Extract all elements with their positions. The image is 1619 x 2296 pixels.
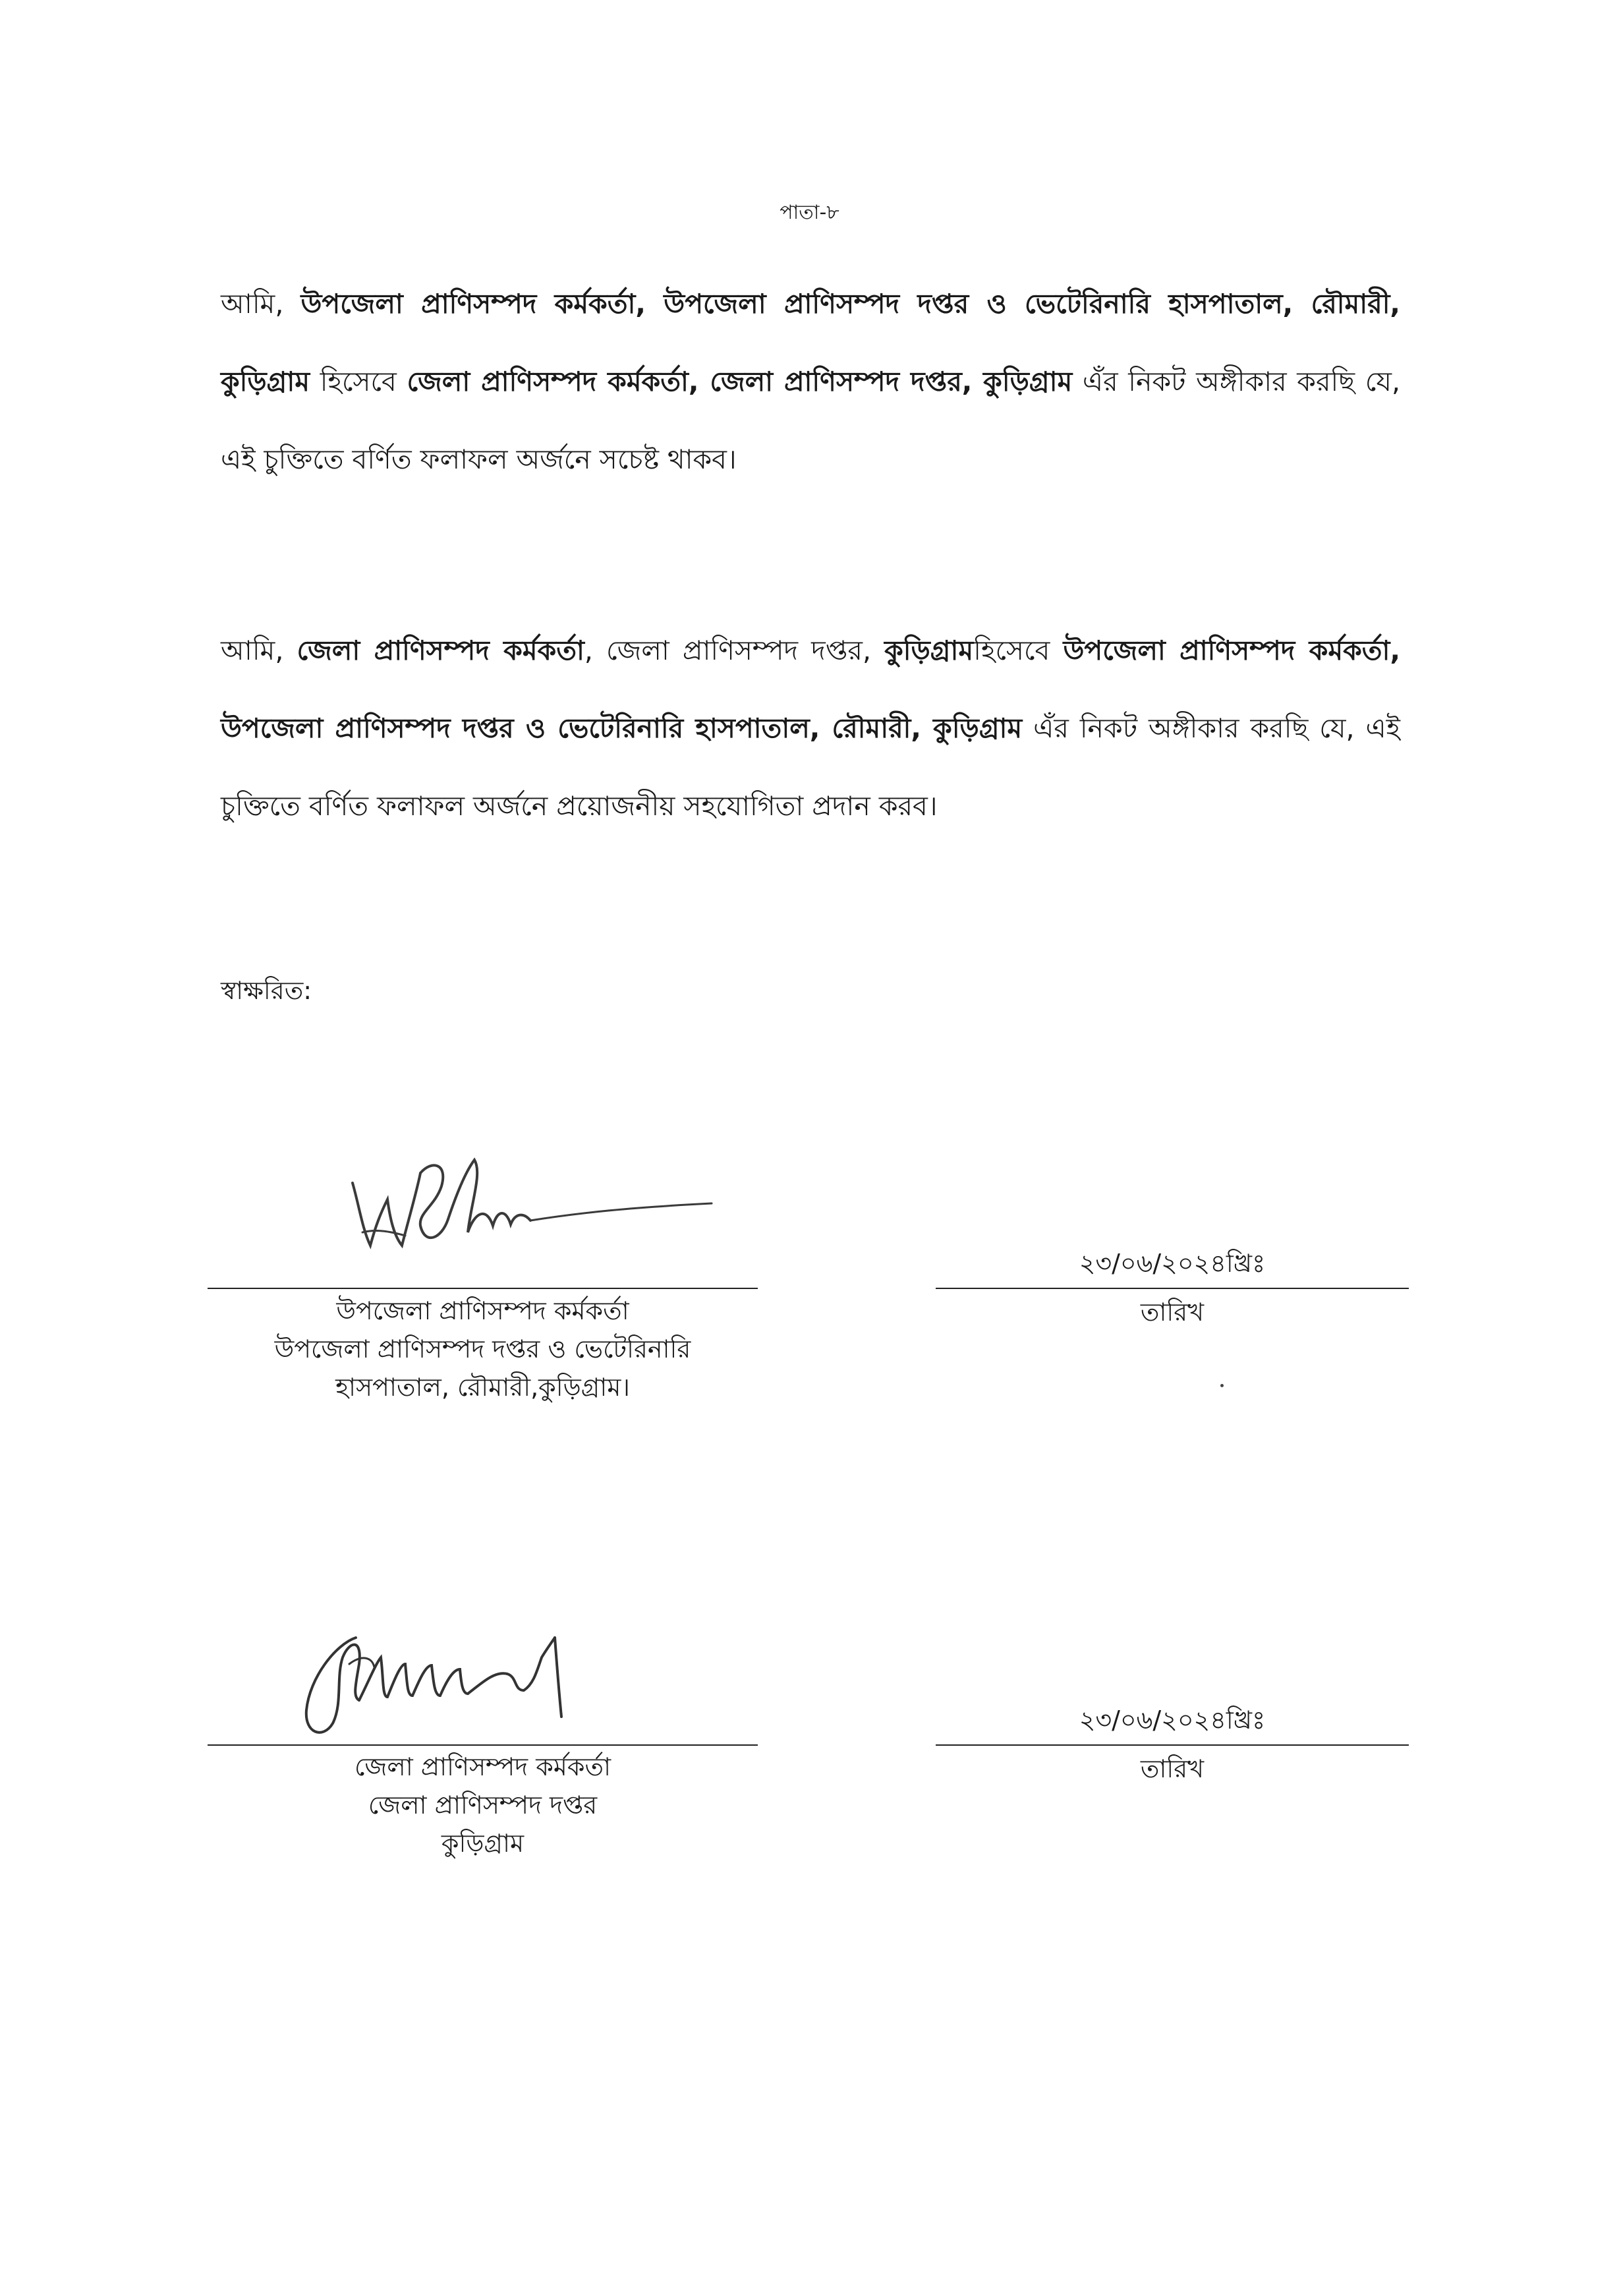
signatory-location: হাসপাতাল, রৌমারী,কুড়িগ্রাম। xyxy=(335,1373,630,1402)
signature-line-district xyxy=(208,1744,758,1746)
signed-label: স্বাক্ষরিত: xyxy=(221,976,312,1005)
bold-text-run: উপজেলা প্রাণিসম্পদ কর্মকর্তা, উপজেলা প্রাণিসম্পদ দপ্তর ও ভেটেরিনারি হাসপাতাল, রৌমারী, কুড়িগ্রাম xyxy=(221,635,1401,744)
signature-upazila-officer xyxy=(343,1147,718,1259)
date-value-upazila: ২৩/০৬/২০২৪খ্রিঃ xyxy=(1079,1249,1266,1278)
date-line-upazila xyxy=(936,1288,1409,1289)
text-run: এঁর নিকট অঙ্গীকার করছি যে, এই চুক্তিতে বর্ণিত ফলাফল অর্জনে প্রয়োজনীয় সহযোগিতা প্রদান করব। xyxy=(221,712,1400,822)
date-value-district: ২৩/০৬/২০২৪খ্রিঃ xyxy=(1079,1706,1266,1735)
signatory-title: জেলা প্রাণিসম্পদ কর্মকর্তা xyxy=(354,1752,611,1781)
text-run: এঁর নিকট অঙ্গীকার করছি যে, এই চুক্তিতে বর্ণিত ফলাফল অর্জনে সচেষ্ট থাকব। xyxy=(221,366,1401,475)
date-label-upazila: তারিখ xyxy=(1140,1298,1205,1327)
signatory-office: উপজেলা প্রাণিসম্পদ দপ্তর ও ভেটেরিনারি xyxy=(274,1335,691,1363)
bold-text-run: জেলা প্রাণিসম্পদ কর্মকর্তা xyxy=(297,635,584,666)
text-run: হিসেবে xyxy=(310,366,407,397)
text-run: , জেলা প্রাণিসম্পদ দপ্তর, xyxy=(584,635,885,666)
signatory-office: জেলা প্রাণিসম্পদ দপ্তর xyxy=(368,1791,598,1820)
bold-text-run: জেলা প্রাণিসম্পদ কর্মকর্তা, জেলা প্রাণিসম্পদ দপ্তর, কুড়িগ্রাম xyxy=(407,366,1073,397)
page-number: পাতা-৮ xyxy=(780,201,839,224)
bold-text-run: কুড়িগ্রাম xyxy=(884,635,974,666)
date-line-district xyxy=(936,1744,1409,1746)
bold-text-run: উপজেলা প্রাণিসম্পদ কর্মকর্তা, উপজেলা প্রাণিসম্পদ দপ্তর ও ভেটেরিনারি হাসপাতাল, রৌমারী, কুড়িগ্রাম xyxy=(221,288,1400,397)
commitment-paragraph-upazila xyxy=(221,265,1400,498)
date-label-district: তারিখ xyxy=(1140,1754,1205,1783)
signatory-location: কুড়িগ্রাম xyxy=(441,1829,525,1858)
commitment-paragraph-district xyxy=(221,612,1400,845)
signatory-title: উপজেলা প্রাণিসম্পদ কর্মকর্তা xyxy=(336,1296,629,1325)
text-run: হিসেবে xyxy=(973,635,1064,666)
scan-speck xyxy=(1220,1384,1224,1387)
signature-line-upazila xyxy=(208,1288,758,1289)
signatory-block-upazila xyxy=(208,1292,758,1406)
text-run: আমি, xyxy=(221,635,297,666)
signature-district-officer xyxy=(297,1618,586,1743)
signatory-block-district xyxy=(208,1748,758,1862)
text-run: আমি, xyxy=(221,288,301,320)
